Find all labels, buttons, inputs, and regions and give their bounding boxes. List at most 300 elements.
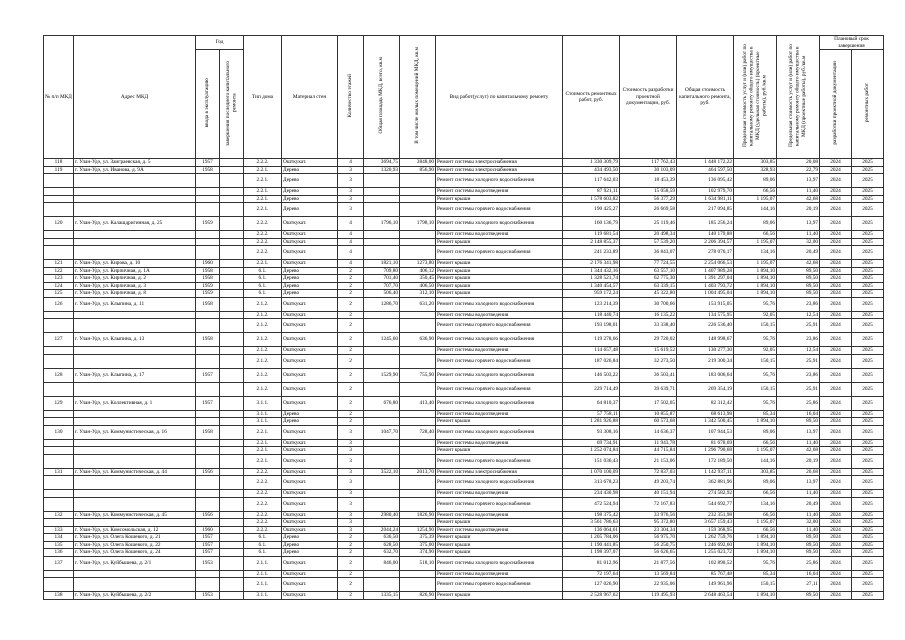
cell-planned-works: 2025	[852, 246, 884, 260]
cell-living-area: 375,00	[400, 541, 436, 549]
cell-marginal-b: 20,19	[777, 454, 820, 468]
cell-year-commission	[196, 231, 220, 239]
cell-work-type: Ремонт системы холодного водоснабжения	[436, 333, 563, 347]
cell-total-area: 701,40	[364, 275, 400, 283]
cell-total-cost: 148 998,67	[677, 333, 734, 347]
cell-house-type: 2.1.2.	[244, 333, 282, 347]
cell-house-type: 2.1.2.	[244, 311, 282, 319]
cell-living-area	[400, 578, 436, 592]
cell-floors: 3	[338, 188, 364, 196]
cell-row-number	[44, 231, 74, 239]
cell-marginal-b: 11,40	[777, 231, 820, 239]
cell-living-area	[400, 476, 436, 490]
cell-row-number: 131	[44, 468, 74, 476]
cell-total-cost: 85 767,48	[677, 570, 734, 578]
cell-house-type: 2.2.2.	[244, 526, 282, 534]
cell-design-cost: 62 775,30	[620, 275, 677, 283]
cell-wall-material: Ошткукат.	[282, 497, 338, 511]
cell-design-cost: 60 573,68	[620, 418, 677, 426]
cell-wall-material: Дерево	[282, 410, 338, 418]
cell-repair-cost: 1 340 454,57	[563, 282, 620, 290]
cell-house-type: 2.1.2.	[244, 354, 282, 368]
cell-work-type: Ремонт системы водоотведения	[436, 231, 563, 239]
cell-row-number	[44, 578, 74, 592]
cell-address: г. Улан-Удэ, ул. Кирова, д. 10	[74, 260, 196, 268]
cell-total-area: 1335,15	[364, 592, 400, 600]
table-row	[44, 447, 884, 455]
cell-living-area	[400, 410, 436, 418]
cell-row-number: 126	[44, 297, 74, 311]
cell-marginal-a: 1 195,07	[734, 260, 777, 268]
cell-work-type: Ремонт крыши	[436, 275, 563, 283]
cell-year-commission: 1957	[196, 549, 220, 557]
cell-wall-material: Ошткукат.	[282, 297, 338, 311]
cell-row-number: 129	[44, 396, 74, 410]
cell-marginal-a: 144,16	[734, 454, 777, 468]
cell-living-area: 350,45	[400, 275, 436, 283]
cell-floors: 3	[338, 526, 364, 534]
table-row	[44, 267, 884, 275]
cell-marginal-a: 1 894,10	[734, 541, 777, 549]
cell-year-overhaul	[220, 490, 244, 498]
header-year-commission: ввода в эксплуатацию	[196, 50, 220, 159]
cell-total-cost: 134 575,95	[677, 311, 734, 319]
cell-address: г. Улан-Удэ, ул. Клыпина, д. 11	[74, 297, 196, 311]
cell-living-area: 413,40	[400, 396, 436, 410]
cell-address	[74, 410, 196, 418]
table-row	[44, 439, 884, 447]
cell-living-area	[400, 311, 436, 319]
cell-planned-works: 2025	[852, 526, 884, 534]
cell-row-number: 124	[44, 282, 74, 290]
cell-work-type: Ремонт системы горячего водоснабжения	[436, 454, 563, 468]
cell-house-type: 2.2.1.	[244, 454, 282, 468]
cell-marginal-a: 89,06	[734, 174, 777, 188]
cell-total-area: 1821,10	[364, 260, 400, 268]
cell-floors: 3	[338, 497, 364, 511]
cell-work-type: Ремонт системы водоотведения	[436, 410, 563, 418]
cell-total-cost: 1 634 981,11	[677, 195, 734, 203]
cell-design-cost: 44 715,84	[620, 447, 677, 455]
table-row	[44, 556, 884, 570]
cell-planned-works: 2025	[852, 570, 884, 578]
cell-total-area	[364, 447, 400, 455]
cell-year-overhaul	[220, 511, 244, 519]
cell-marginal-b: 27,11	[777, 578, 820, 592]
cell-wall-material: Ошткукат.	[282, 238, 338, 246]
cell-design-cost: 25 119,46	[620, 217, 677, 231]
cell-design-cost: 117 762,43	[620, 159, 677, 167]
cell-house-type: 2.2.2.	[244, 476, 282, 490]
cell-total-area: 3522,10	[364, 468, 400, 476]
cell-floors: 2	[338, 311, 364, 319]
cell-year-commission: 1957	[196, 541, 220, 549]
cell-repair-cost: 3 561 786,63	[563, 519, 620, 527]
cell-living-area: 406,12	[400, 267, 436, 275]
cell-marginal-a: 134,16	[734, 246, 777, 260]
cell-work-type: Ремонт системы водоотведения	[436, 570, 563, 578]
cell-planned-works: 2025	[852, 476, 884, 490]
cell-planned-works: 2025	[852, 354, 884, 368]
table-row	[44, 592, 884, 600]
cell-year-overhaul	[220, 217, 244, 231]
cell-wall-material: Дерево	[282, 534, 338, 542]
cell-floors: 4	[338, 260, 364, 268]
cell-planned-works: 2025	[852, 396, 884, 410]
cell-marginal-b: 89,50	[777, 541, 820, 549]
cell-design-cost: 26 669,58	[620, 203, 677, 217]
cell-address	[74, 238, 196, 246]
cell-design-cost: 33 338,40	[620, 319, 677, 333]
header-address: Адрес МКД	[74, 36, 196, 159]
cell-design-cost: 22 935,06	[620, 578, 677, 592]
cell-marginal-b: 25,91	[777, 354, 820, 368]
cell-house-type: 2.1.1.	[244, 556, 282, 570]
cell-year-overhaul	[220, 260, 244, 268]
cell-repair-cost: 2 176 341,98	[563, 260, 620, 268]
cell-marginal-b: 89,50	[777, 549, 820, 557]
cell-repair-cost: 117 642,03	[563, 174, 620, 188]
cell-wall-material: Ошткукат.	[282, 570, 338, 578]
cell-repair-cost: 190 425,27	[563, 203, 620, 217]
cell-design-cost: 49 203,74	[620, 476, 677, 490]
cell-house-type: 3.1.1.	[244, 410, 282, 418]
cell-marginal-a: 1 894,10	[734, 418, 777, 426]
cell-total-area	[364, 490, 400, 498]
cell-row-number	[44, 195, 74, 203]
cell-marginal-a: 66,56	[734, 511, 777, 519]
cell-design-cost: 20 498,34	[620, 231, 677, 239]
cell-floors: 4	[338, 246, 364, 260]
cell-year-overhaul	[220, 418, 244, 426]
cell-year-overhaul	[220, 275, 244, 283]
cell-marginal-a: 95,76	[734, 396, 777, 410]
cell-work-type: Ремонт системы электроснабжения	[436, 468, 563, 476]
cell-floors: 2	[338, 368, 364, 382]
cell-planned-design: 2024	[820, 454, 852, 468]
cell-design-cost: 11 943,78	[620, 439, 677, 447]
cell-address: г. Улан-Удэ, ул. Олега Кошевого, д. 22	[74, 541, 196, 549]
cell-living-area	[400, 195, 436, 203]
table-row	[44, 382, 884, 396]
cell-marginal-a: 1 894,10	[734, 290, 777, 298]
cell-repair-cost: 959 172,24	[563, 290, 620, 298]
cell-living-area: 826,90	[400, 592, 436, 600]
header-wall-material: Материал стен	[282, 36, 338, 159]
cell-row-number	[44, 447, 74, 455]
cell-total-cost: 217 094,85	[677, 203, 734, 217]
cell-floors: 2	[338, 354, 364, 368]
cell-wall-material: Ошткукат.	[282, 368, 338, 382]
cell-planned-works: 2025	[852, 203, 884, 217]
cell-wall-material: Дерево	[282, 282, 338, 290]
cell-address	[74, 311, 196, 319]
cell-total-area	[364, 174, 400, 188]
cell-wall-material: Ошткукат.	[282, 159, 338, 167]
cell-total-cost: 464 597,50	[677, 166, 734, 174]
cell-address: г. Улан-Удэ, ул. Коммунистическая, д. 44	[74, 468, 196, 476]
cell-house-type: 2.1.1.	[244, 570, 282, 578]
cell-floors: 4	[338, 159, 364, 167]
cell-row-number	[44, 188, 74, 196]
header-living-area: В том числе жилых помещений МКД, кв.м	[400, 36, 436, 159]
cell-repair-cost: 93 308,16	[563, 425, 620, 439]
cell-work-type: Ремонт системы горячего водоснабжения	[436, 354, 563, 368]
cell-year-commission	[196, 347, 220, 355]
cell-total-cost: 219 300,34	[677, 354, 734, 368]
cell-work-type: Ремонт крыши	[436, 260, 563, 268]
cell-design-cost: 40 151,94	[620, 490, 677, 498]
cell-planned-design: 2024	[820, 439, 852, 447]
cell-design-cost: 13 569,84	[620, 570, 677, 578]
cell-repair-cost: 160 136,79	[563, 217, 620, 231]
cell-marginal-b: 16,04	[777, 410, 820, 418]
cell-address: г. Улан-Удэ, ул. Комсомольская, д. 12	[74, 526, 196, 534]
cell-total-cost: 153 915,05	[677, 297, 734, 311]
cell-year-overhaul	[220, 368, 244, 382]
cell-planned-works: 2025	[852, 511, 884, 519]
cell-marginal-a: 92,05	[734, 347, 777, 355]
cell-year-commission	[196, 447, 220, 455]
cell-year-overhaul	[220, 570, 244, 578]
cell-row-number	[44, 418, 74, 426]
table-row	[44, 570, 884, 578]
cell-marginal-a: 1 195,07	[734, 447, 777, 455]
cell-design-cost: 56 250,75	[620, 541, 677, 549]
cell-living-area: 3848,00	[400, 159, 436, 167]
cell-planned-works: 2025	[852, 159, 884, 167]
cell-planned-design: 2024	[820, 468, 852, 476]
cell-marginal-b: 16,04	[777, 570, 820, 578]
cell-work-type: Ремонт системы горячего водоснабжения	[436, 382, 563, 396]
cell-total-area: 1320,93	[364, 166, 400, 174]
cell-total-area: 628,50	[364, 541, 400, 549]
cell-wall-material: Ошткукат.	[282, 476, 338, 490]
cell-marginal-b: 13,97	[777, 476, 820, 490]
cell-floors: 3	[338, 447, 364, 455]
cell-year-overhaul	[220, 267, 244, 275]
table-row	[44, 238, 884, 246]
cell-row-number	[44, 410, 74, 418]
cell-living-area	[400, 497, 436, 511]
cell-marginal-b: 13,97	[777, 217, 820, 231]
cell-total-area: 506,40	[364, 290, 400, 298]
cell-year-commission: 1953	[196, 592, 220, 600]
cell-work-type: Ремонт крыши	[436, 549, 563, 557]
table-row	[44, 476, 884, 490]
cell-year-commission	[196, 570, 220, 578]
cell-marginal-a: 66,56	[734, 231, 777, 239]
cell-total-area: 632,70	[364, 549, 400, 557]
cell-address	[74, 578, 196, 592]
cell-year-commission	[196, 578, 220, 592]
cell-design-cost: 21 153,06	[620, 454, 677, 468]
cell-total-cost: 136 095,42	[677, 174, 734, 188]
cell-planned-design: 2024	[820, 238, 852, 246]
cell-design-cost: 16 135,22	[620, 311, 677, 319]
cell-floors: 3	[338, 195, 364, 203]
cell-year-overhaul	[220, 282, 244, 290]
cell-total-area	[364, 570, 400, 578]
cell-floors: 3	[338, 439, 364, 447]
cell-row-number: 122	[44, 267, 74, 275]
cell-living-area: 631,20	[400, 297, 436, 311]
cell-planned-works: 2025	[852, 275, 884, 283]
cell-year-overhaul	[220, 556, 244, 570]
cell-floors: 3	[338, 468, 364, 476]
cell-planned-design: 2024	[820, 519, 852, 527]
cell-repair-cost: 187 026,84	[563, 354, 620, 368]
cell-address: г. Улан-Удэ, ул. Клыпина, д. 17	[74, 368, 196, 382]
cell-planned-works: 2025	[852, 166, 884, 174]
cell-house-type: 2.2.1.	[244, 174, 282, 188]
cell-marginal-a: 150,15	[734, 319, 777, 333]
cell-marginal-b: 11,40	[777, 439, 820, 447]
cell-marginal-b: 32,00	[777, 238, 820, 246]
table-row	[44, 290, 884, 298]
cell-repair-cost: 2 528 967,62	[563, 592, 620, 600]
cell-house-type: 2.1.2.	[244, 297, 282, 311]
cell-row-number	[44, 246, 74, 260]
cell-year-overhaul	[220, 519, 244, 527]
cell-year-overhaul	[220, 425, 244, 439]
cell-total-cost: 1 342 500,45	[677, 418, 734, 426]
cell-year-commission: 1958	[196, 166, 220, 174]
cell-floors: 2	[338, 556, 364, 570]
cell-marginal-b: 11,40	[777, 511, 820, 519]
cell-planned-works: 2025	[852, 267, 884, 275]
cell-total-cost: 544 692,77	[677, 497, 734, 511]
cell-year-commission	[196, 454, 220, 468]
cell-floors: 2	[338, 347, 364, 355]
cell-marginal-b: 20,68	[777, 468, 820, 476]
cell-house-type: 2.2.1.	[244, 425, 282, 439]
cell-marginal-a: 150,15	[734, 382, 777, 396]
table-row	[44, 231, 884, 239]
cell-year-overhaul	[220, 526, 244, 534]
cell-total-cost: 1 255 023,72	[677, 549, 734, 557]
table-row	[44, 275, 884, 283]
cell-address: г. Улан-Удэ, ул. Коллективная, д. 1	[74, 396, 196, 410]
cell-marginal-a: 66,56	[734, 188, 777, 196]
cell-design-cost: 32 273,50	[620, 354, 677, 368]
table-row	[44, 195, 884, 203]
cell-row-number: 125	[44, 290, 74, 298]
cell-year-overhaul	[220, 231, 244, 239]
cell-total-cost: 232 351,98	[677, 511, 734, 519]
cell-total-area	[364, 188, 400, 196]
cell-floors: 2	[338, 541, 364, 549]
cell-year-overhaul	[220, 578, 244, 592]
cell-living-area: 406,50	[400, 282, 436, 290]
cell-work-type: Ремонт системы холодного водоснабжения	[436, 396, 563, 410]
cell-year-overhaul	[220, 195, 244, 203]
cell-repair-cost: 472 524,94	[563, 497, 620, 511]
cell-repair-cost: 119 681,54	[563, 231, 620, 239]
cell-design-cost: 33 976,56	[620, 511, 677, 519]
cell-design-cost: 45 322,80	[620, 290, 677, 298]
cell-year-overhaul	[220, 354, 244, 368]
cell-wall-material: Ошткукат.	[282, 354, 338, 368]
cell-row-number	[44, 382, 74, 396]
cell-planned-design: 2024	[820, 166, 852, 174]
cell-work-type: Ремонт системы электроснабжения	[436, 159, 563, 167]
cell-design-cost: 56 975,70	[620, 534, 677, 542]
cell-year-commission	[196, 418, 220, 426]
cell-marginal-b: 11,40	[777, 526, 820, 534]
cell-work-type: Ремонт крыши	[436, 519, 563, 527]
table-row	[44, 497, 884, 511]
cell-year-commission	[196, 174, 220, 188]
cell-planned-works: 2025	[852, 217, 884, 231]
cell-design-cost: 39 639,71	[620, 382, 677, 396]
cell-wall-material: Ошткукат.	[282, 319, 338, 333]
cell-floors: 3	[338, 454, 364, 468]
cell-total-area	[364, 231, 400, 239]
cell-year-overhaul	[220, 246, 244, 260]
cell-design-cost: 30 700,66	[620, 297, 677, 311]
cell-marginal-b: 12,54	[777, 347, 820, 355]
cell-address	[74, 319, 196, 333]
cell-marginal-a: 150,15	[734, 354, 777, 368]
cell-design-cost: 23 304,34	[620, 526, 677, 534]
cell-year-commission: 1953	[196, 556, 220, 570]
cell-floors: 2	[338, 410, 364, 418]
cell-house-type: 2.1.1.	[244, 578, 282, 592]
cell-year-commission: 1960	[196, 526, 220, 534]
cell-address	[74, 203, 196, 217]
cell-planned-works: 2025	[852, 188, 884, 196]
cell-living-area: 518,10	[400, 556, 436, 570]
cell-planned-design: 2024	[820, 556, 852, 570]
cell-year-overhaul	[220, 297, 244, 311]
cell-year-overhaul	[220, 238, 244, 246]
cell-planned-works: 2025	[852, 519, 884, 527]
cell-marginal-b: 89,50	[777, 290, 820, 298]
cell-row-number	[44, 174, 74, 188]
cell-wall-material: Ошткукат.	[282, 511, 338, 519]
cell-total-cost: 1 004 495,04	[677, 290, 734, 298]
cell-year-overhaul	[220, 311, 244, 319]
table-row	[44, 217, 884, 231]
cell-house-type: 2.2.2.	[244, 159, 282, 167]
cell-planned-works: 2025	[852, 195, 884, 203]
cell-year-commission	[196, 238, 220, 246]
cell-work-type: Ремонт крыши	[436, 290, 563, 298]
cell-living-area: 2013,70	[400, 468, 436, 476]
cell-marginal-b: 22,79	[777, 166, 820, 174]
cell-marginal-a: 95,76	[734, 368, 777, 382]
cell-year-commission: 1959	[196, 290, 220, 298]
cell-living-area	[400, 319, 436, 333]
cell-floors: 3	[338, 203, 364, 217]
cell-marginal-b: 11,40	[777, 188, 820, 196]
cell-marginal-a: 150,15	[734, 578, 777, 592]
cell-floors: 2	[338, 319, 364, 333]
cell-total-cost: 269 354,19	[677, 382, 734, 396]
cell-marginal-b: 20,08	[777, 159, 820, 167]
cell-design-cost: 18 453,39	[620, 174, 677, 188]
cell-total-cost: 362 881,96	[677, 476, 734, 490]
table-row	[44, 425, 884, 439]
cell-design-cost: 10 855,87	[620, 410, 677, 418]
cell-wall-material: Ошткукат.	[282, 425, 338, 439]
cell-work-type: Ремонт системы холодного водоснабжения	[436, 217, 563, 231]
cell-total-cost: 2 206 394,57	[677, 238, 734, 246]
cell-work-type: Ремонт системы горячего водоснабжения	[436, 578, 563, 592]
cell-repair-cost: 234 430,98	[563, 490, 620, 498]
cell-design-cost: 72 167,83	[620, 497, 677, 511]
